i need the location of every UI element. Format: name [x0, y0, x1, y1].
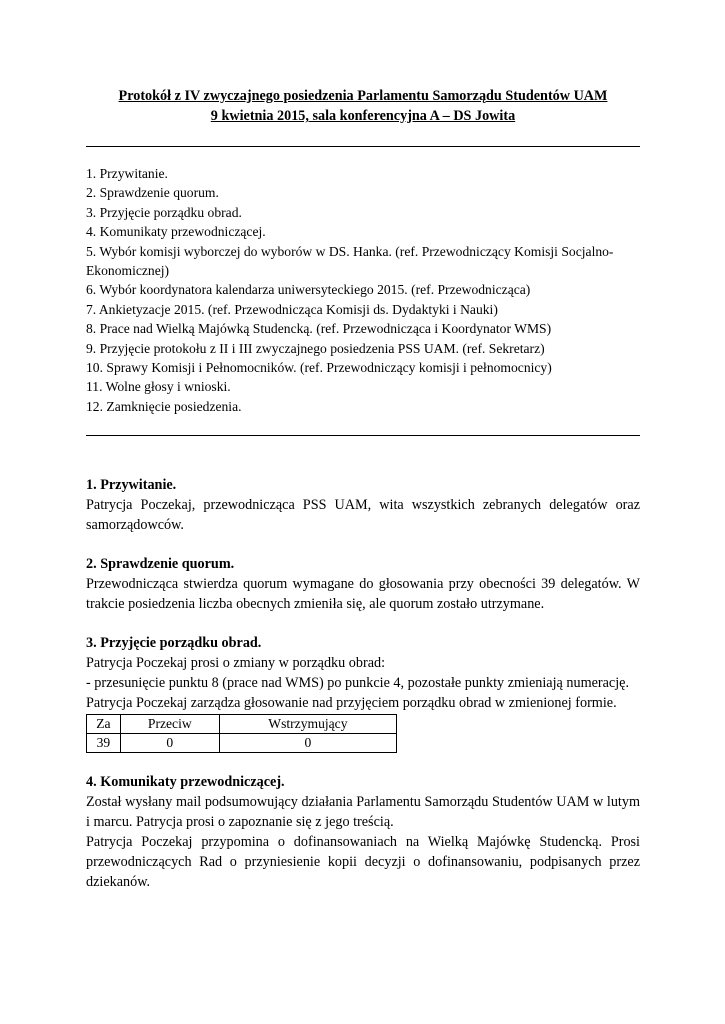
- section-heading: 2. Sprawdzenie quorum.: [86, 556, 235, 572]
- vote-value-against: 0: [120, 734, 219, 753]
- agenda-item: 8. Prace nad Wielką Majówką Studencką. (ref. Przewodnicząca i Koordynator WMS): [86, 321, 552, 337]
- agenda-item: 2. Sprawdzenie quorum.: [86, 185, 219, 201]
- agenda-item: 10. Sprawy Komisji i Pełnomocników. (ref. Przewodniczący komisji i pełnomocnicy): [86, 360, 552, 376]
- agenda-item: 3. Przyjęcie porządku obrad.: [86, 204, 242, 220]
- agenda-item: 12. Zamknięcie posiedzenia.: [86, 398, 242, 414]
- section-heading: 1. Przywitanie.: [86, 477, 177, 493]
- agenda-item-continuation: Ekonomicznej): [86, 263, 170, 279]
- section-quorum: [86, 554, 640, 614]
- vote-header-for: Za: [87, 715, 121, 734]
- section-heading: 3. Przyjęcie porządku obrad.: [86, 635, 262, 651]
- agenda-item: 5. Wybór komisji wyborczej do wyborów w DS. Hanka. (ref. Przewodniczący Komisji Socjalno-: [86, 243, 614, 259]
- section-text: Został wysłany mail podsumowujący działania Parlamentu Samorządu Studentów UAM w lutym i marcu. Patrycja prosi o zapoznanie się z jego treścią.: [86, 794, 640, 830]
- divider-top: [86, 146, 640, 147]
- section-text: Patrycja Poczekaj prosi o zmiany w porządku obrad:: [86, 655, 386, 671]
- vote-table: [86, 714, 397, 753]
- section-text: Patrycja Poczekaj zarządza głosowanie nad przyjęciem porządku obrad w zmienionej formie.: [86, 695, 617, 711]
- document-title-line-2: 9 kwietnia 2015, sala konferencyjna A – DS Jowita: [210, 108, 516, 124]
- section-chair-announcements: [86, 772, 640, 892]
- section-heading: 4. Komunikaty przewodniczącej.: [86, 774, 285, 790]
- agenda-item: 11. Wolne głosy i wnioski.: [86, 379, 231, 395]
- agenda-list: [86, 164, 640, 416]
- divider-bottom: [86, 435, 640, 436]
- vote-value-for: 39: [87, 734, 121, 753]
- section-welcome: [86, 475, 640, 535]
- vote-table-values-row: [87, 734, 397, 753]
- vote-header-against: Przeciw: [120, 715, 219, 734]
- agenda-item: 9. Przyjęcie protokołu z II i III zwyczajnego posiedzenia PSS UAM. (ref. Sekretarz): [86, 340, 545, 356]
- vote-table-header-row: [87, 715, 397, 734]
- document-title-line-1: Protokół z IV zwyczajnego posiedzenia Parlamentu Samorządu Studentów UAM: [118, 88, 608, 104]
- section-text: - przesunięcie punktu 8 (prace nad WMS) po punkcie 4, pozostałe punkty zmieniają numerację.: [86, 675, 630, 691]
- section-text: Przewodnicząca stwierdza quorum wymagane do głosowania przy obecności 39 delegatów. W trakcie posiedzenia liczba obecnych zmieniła się, ale quorum zostało utrzymane.: [86, 576, 640, 612]
- vote-value-abstain: 0: [219, 734, 396, 753]
- minutes-body: [86, 475, 640, 911]
- section-agenda-adoption: [86, 633, 640, 753]
- agenda-item: 1. Przywitanie.: [86, 166, 168, 181]
- section-text: Patrycja Poczekaj przypomina o dofinansowaniach na Wielką Majówkę Studencką. Prosi przewodniczących Rad o przyniesienie kopii decyzji o dofinansowaniu, podpisanych przez dziekanów.: [86, 834, 640, 890]
- agenda-item: 4. Komunikaty przewodniczącej.: [86, 224, 266, 240]
- agenda-item: 7. Ankietyzacje 2015. (ref. Przewodnicząca Komisji ds. Dydaktyki i Nauki): [86, 301, 498, 317]
- vote-header-abstain: Wstrzymujący: [219, 715, 396, 734]
- agenda-item: 6. Wybór koordynatora kalendarza uniwersyteckiego 2015. (ref. Przewodnicząca): [86, 282, 531, 298]
- section-text: Patrycja Poczekaj, przewodnicząca PSS UAM, wita wszystkich zebranych delegatów oraz samorządowców.: [86, 497, 640, 533]
